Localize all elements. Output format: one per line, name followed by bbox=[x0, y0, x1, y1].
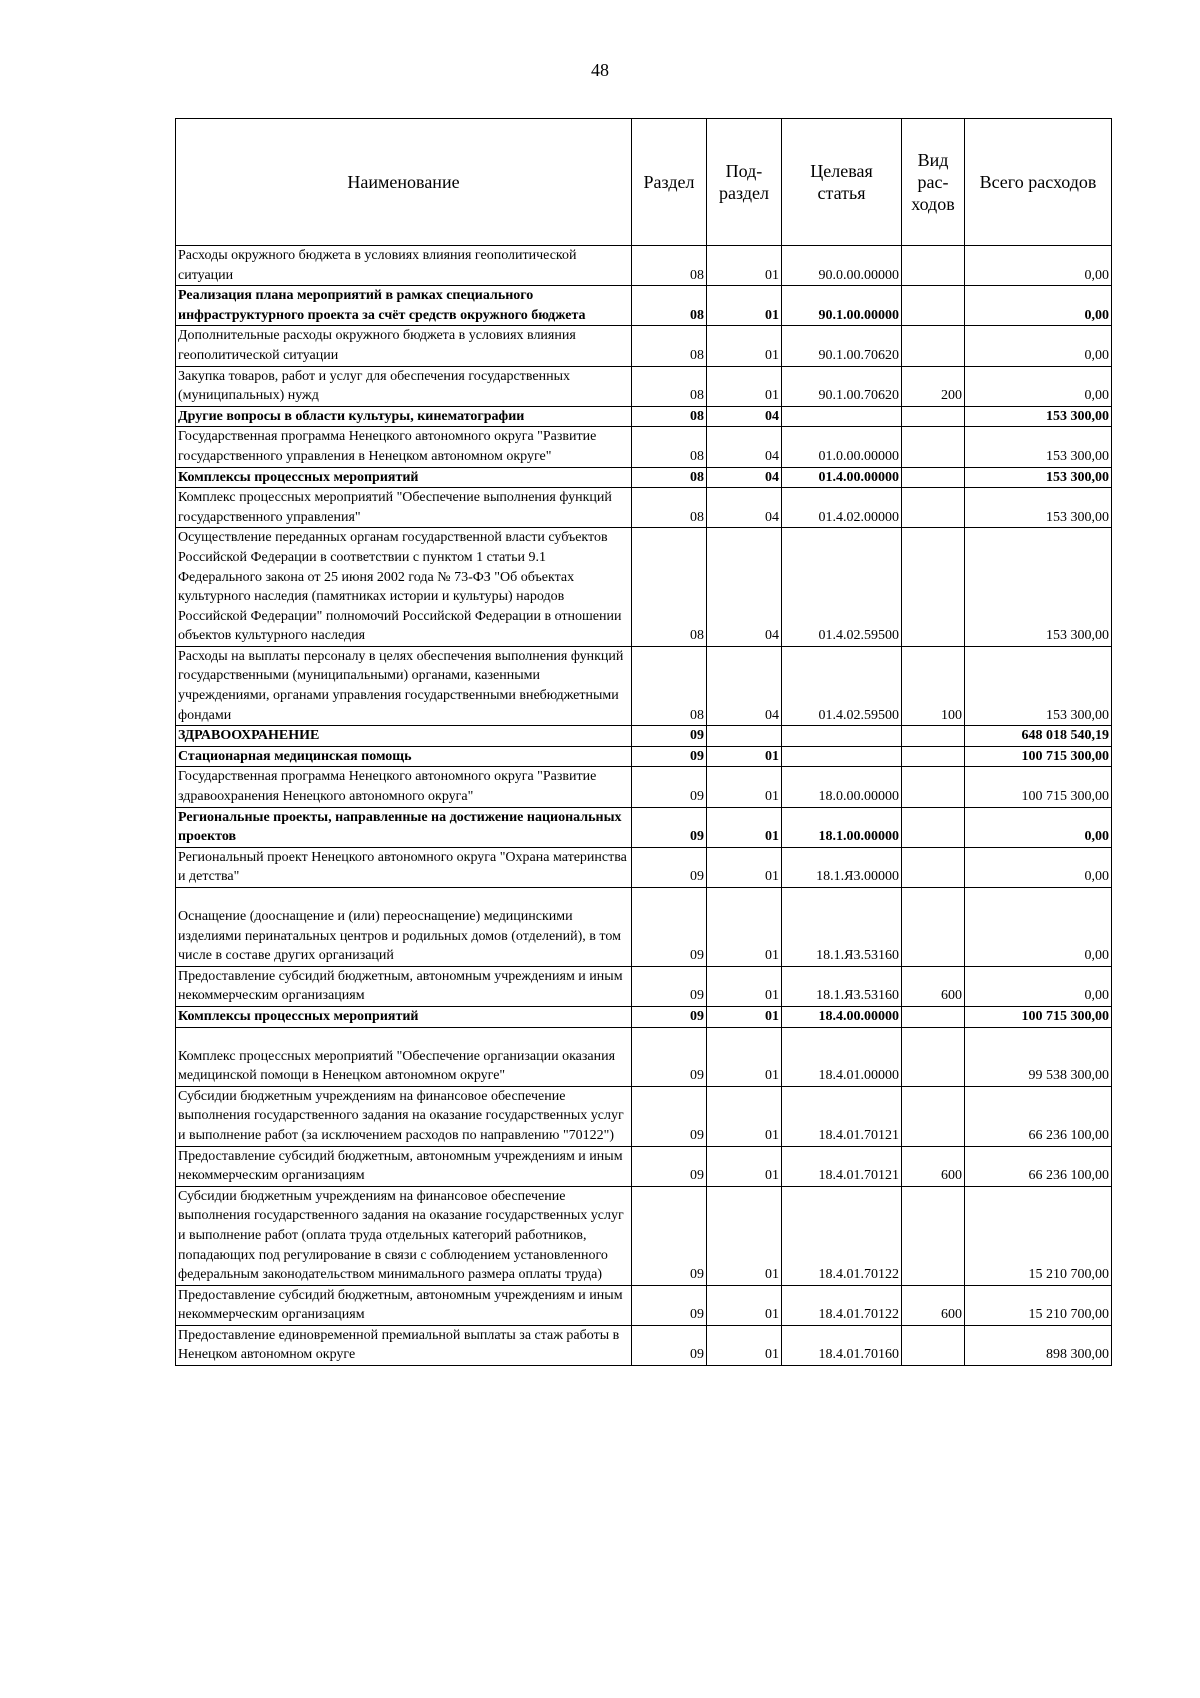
row-total: 100 715 300,00 bbox=[965, 746, 1112, 767]
row-name: Субсидии бюджетным учреждениям на финансовое обеспечение выполнения государственного задания на оказание государственных услуг и выполнение работ (оплата труда отдельных категорий работников, попадающих под регулирование в связи с соблюдением установленного федеральным законодательством минимального размера оплаты труда) bbox=[176, 1186, 632, 1285]
row-celevaya-statya: 90.0.00.00000 bbox=[782, 246, 902, 286]
row-total: 0,00 bbox=[965, 966, 1112, 1006]
row-celevaya-statya bbox=[782, 746, 902, 767]
row-celevaya-statya bbox=[782, 406, 902, 427]
row-vid-rashodov bbox=[902, 1006, 965, 1027]
row-vid-rashodov bbox=[902, 1027, 965, 1086]
row-celevaya-statya: 90.1.00.70620 bbox=[782, 366, 902, 406]
table-row bbox=[176, 888, 1112, 967]
row-total: 153 300,00 bbox=[965, 488, 1112, 528]
row-total: 66 236 100,00 bbox=[965, 1086, 1112, 1146]
header-podrazdel: Под- раздел bbox=[707, 119, 782, 246]
row-podrazdel: 01 bbox=[707, 847, 782, 887]
row-name bbox=[176, 888, 632, 967]
row-podrazdel: 01 bbox=[707, 286, 782, 326]
row-name: Расходы окружного бюджета в условиях влияния геополитической ситуации bbox=[176, 246, 632, 286]
row-razdel: 08 bbox=[632, 286, 707, 326]
row-vid-rashodov bbox=[902, 767, 965, 807]
row-total: 153 300,00 bbox=[965, 427, 1112, 467]
row-vid-rashodov bbox=[902, 847, 965, 887]
row-razdel: 08 bbox=[632, 366, 707, 406]
row-total: 898 300,00 bbox=[965, 1325, 1112, 1365]
row-razdel: 08 bbox=[632, 427, 707, 467]
row-vid-rashodov: 600 bbox=[902, 966, 965, 1006]
row-podrazdel: 01 bbox=[707, 366, 782, 406]
row-vid-rashodov: 200 bbox=[902, 366, 965, 406]
row-vid-rashodov bbox=[902, 286, 965, 326]
row-podrazdel: 04 bbox=[707, 528, 782, 647]
row-celevaya-statya: 01.4.02.59500 bbox=[782, 528, 902, 647]
header-vid-rashodov: Вид рас- ходов bbox=[902, 119, 965, 246]
table-row bbox=[176, 726, 1112, 747]
row-podrazdel: 01 bbox=[707, 1086, 782, 1146]
row-total: 0,00 bbox=[965, 807, 1112, 847]
row-total: 153 300,00 bbox=[965, 528, 1112, 647]
table-row bbox=[176, 1027, 1112, 1086]
table-row bbox=[176, 1146, 1112, 1186]
row-celevaya-statya: 18.4.01.70122 bbox=[782, 1285, 902, 1325]
row-name: Комплексы процессных мероприятий bbox=[176, 1006, 632, 1027]
header-razdel: Раздел bbox=[632, 119, 707, 246]
row-name bbox=[176, 1027, 632, 1086]
row-razdel: 09 bbox=[632, 1325, 707, 1365]
row-vid-rashodov bbox=[902, 1186, 965, 1285]
row-vid-rashodov: 600 bbox=[902, 1146, 965, 1186]
row-razdel: 09 bbox=[632, 746, 707, 767]
row-vid-rashodov bbox=[902, 807, 965, 847]
row-total: 0,00 bbox=[965, 246, 1112, 286]
row-total: 153 300,00 bbox=[965, 467, 1112, 488]
row-celevaya-statya: 90.1.00.70620 bbox=[782, 326, 902, 366]
row-razdel: 09 bbox=[632, 1186, 707, 1285]
table-row bbox=[176, 1086, 1112, 1146]
row-total: 0,00 bbox=[965, 286, 1112, 326]
row-name: Реализация плана мероприятий в рамках специального инфраструктурного проекта за счёт средств окружного бюджета bbox=[176, 286, 632, 326]
row-razdel: 09 bbox=[632, 767, 707, 807]
row-vid-rashodov bbox=[902, 467, 965, 488]
row-name: Предоставление субсидий бюджетным, автономным учреждениям и иным некоммерческим организациям bbox=[176, 1146, 632, 1186]
row-total: 100 715 300,00 bbox=[965, 767, 1112, 807]
row-podrazdel: 04 bbox=[707, 406, 782, 427]
row-total: 0,00 bbox=[965, 326, 1112, 366]
row-vid-rashodov bbox=[902, 488, 965, 528]
row-name: Предоставление субсидий бюджетным, автономным учреждениям и иным некоммерческим организациям bbox=[176, 1285, 632, 1325]
table-row bbox=[176, 286, 1112, 326]
row-celevaya-statya bbox=[782, 726, 902, 747]
row-celevaya-statya: 18.1.Я3.00000 bbox=[782, 847, 902, 887]
table-row bbox=[176, 847, 1112, 887]
row-razdel: 09 bbox=[632, 847, 707, 887]
row-total: 15 210 700,00 bbox=[965, 1186, 1112, 1285]
row-total: 66 236 100,00 bbox=[965, 1146, 1112, 1186]
table-row bbox=[176, 326, 1112, 366]
row-total: 99 538 300,00 bbox=[965, 1027, 1112, 1086]
row-celevaya-statya: 18.4.01.70122 bbox=[782, 1186, 902, 1285]
row-celevaya-statya: 01.0.00.00000 bbox=[782, 427, 902, 467]
row-vid-rashodov bbox=[902, 1325, 965, 1365]
row-vid-rashodov bbox=[902, 246, 965, 286]
row-name: Субсидии бюджетным учреждениям на финансовое обеспечение выполнения государственного задания на оказание государственных услуг и выполнение работ (за исключением расходов по направлению "70122") bbox=[176, 1086, 632, 1146]
row-total: 0,00 bbox=[965, 888, 1112, 967]
table-row bbox=[176, 1325, 1112, 1365]
row-podrazdel: 01 bbox=[707, 1325, 782, 1365]
row-name: Стационарная медицинская помощь bbox=[176, 746, 632, 767]
row-celevaya-statya: 18.4.01.70121 bbox=[782, 1086, 902, 1146]
row-podrazdel: 01 bbox=[707, 888, 782, 967]
row-podrazdel: 01 bbox=[707, 1285, 782, 1325]
row-name-text: Комплекс процессных мероприятий "Обеспечение организации оказания медицинской помощи в Ненецком автономном округе" bbox=[178, 1048, 616, 1084]
row-celevaya-statya: 18.0.00.00000 bbox=[782, 767, 902, 807]
table-row bbox=[176, 966, 1112, 1006]
row-podrazdel: 01 bbox=[707, 746, 782, 767]
row-total: 0,00 bbox=[965, 366, 1112, 406]
row-name: Комплексы процессных мероприятий bbox=[176, 467, 632, 488]
table-row bbox=[176, 767, 1112, 807]
row-razdel: 08 bbox=[632, 646, 707, 725]
row-celevaya-statya: 18.4.01.70121 bbox=[782, 1146, 902, 1186]
row-podrazdel: 01 bbox=[707, 1006, 782, 1027]
row-vid-rashodov: 600 bbox=[902, 1285, 965, 1325]
row-total: 153 300,00 bbox=[965, 646, 1112, 725]
row-celevaya-statya: 18.4.00.00000 bbox=[782, 1006, 902, 1027]
row-razdel: 08 bbox=[632, 326, 707, 366]
row-podrazdel: 01 bbox=[707, 767, 782, 807]
row-name: Дополнительные расходы окружного бюджета в условиях влияния геополитической ситуации bbox=[176, 326, 632, 366]
row-vid-rashodov bbox=[902, 726, 965, 747]
row-name: Закупка товаров, работ и услуг для обеспечения государственных (муниципальных) нужд bbox=[176, 366, 632, 406]
row-total: 15 210 700,00 bbox=[965, 1285, 1112, 1325]
row-name: Региональный проект Ненецкого автономного округа "Охрана материнства и детства" bbox=[176, 847, 632, 887]
table-row bbox=[176, 366, 1112, 406]
row-name: Предоставление единовременной премиальной выплаты за стаж работы в Ненецком автономном округе bbox=[176, 1325, 632, 1365]
row-vid-rashodov bbox=[902, 746, 965, 767]
table-row bbox=[176, 528, 1112, 647]
row-name: Другие вопросы в области культуры, кинематографии bbox=[176, 406, 632, 427]
row-celevaya-statya: 18.1.00.00000 bbox=[782, 807, 902, 847]
row-razdel: 08 bbox=[632, 246, 707, 286]
row-celevaya-statya: 90.1.00.00000 bbox=[782, 286, 902, 326]
row-razdel: 08 bbox=[632, 528, 707, 647]
row-name: Государственная программа Ненецкого автономного округа "Развитие здравоохранения Ненецкого автономного округа" bbox=[176, 767, 632, 807]
row-podrazdel: 01 bbox=[707, 1027, 782, 1086]
row-name: Государственная программа Ненецкого автономного округа "Развитие государственного управления в Ненецком автономном округе" bbox=[176, 427, 632, 467]
row-podrazdel: 04 bbox=[707, 467, 782, 488]
table-row bbox=[176, 807, 1112, 847]
row-podrazdel: 04 bbox=[707, 646, 782, 725]
row-podrazdel: 01 bbox=[707, 246, 782, 286]
row-razdel: 08 bbox=[632, 406, 707, 427]
row-name: Региональные проекты, направленные на достижение национальных проектов bbox=[176, 807, 632, 847]
row-name: Комплекс процессных мероприятий "Обеспечение выполнения функций государственного управления" bbox=[176, 488, 632, 528]
row-celevaya-statya: 01.4.00.00000 bbox=[782, 467, 902, 488]
row-razdel: 09 bbox=[632, 807, 707, 847]
row-razdel: 09 bbox=[632, 888, 707, 967]
row-podrazdel: 04 bbox=[707, 427, 782, 467]
table-row bbox=[176, 1285, 1112, 1325]
row-name: Предоставление субсидий бюджетным, автономным учреждениям и иным некоммерческим организациям bbox=[176, 966, 632, 1006]
row-vid-rashodov bbox=[902, 406, 965, 427]
row-vid-rashodov bbox=[902, 427, 965, 467]
row-name-text: Оснащение (дооснащение и (или) переоснащение) медицинскими изделиями перинатальных центров и родильных домов (отделений), в том числе в составе других организаций bbox=[178, 909, 621, 964]
row-celevaya-statya: 01.4.02.59500 bbox=[782, 646, 902, 725]
row-name: Расходы на выплаты персоналу в целях обеспечения выполнения функций государственными (муниципальными) органами, казенными учреждениями, органами управления государственными внебюджетными фондами bbox=[176, 646, 632, 725]
header-name: Наименование bbox=[176, 119, 632, 246]
row-razdel: 09 bbox=[632, 726, 707, 747]
row-total: 100 715 300,00 bbox=[965, 1006, 1112, 1027]
table-row bbox=[176, 1186, 1112, 1285]
row-razdel: 09 bbox=[632, 1027, 707, 1086]
row-vid-rashodov bbox=[902, 326, 965, 366]
row-celevaya-statya: 18.1.Я3.53160 bbox=[782, 888, 902, 967]
table-row bbox=[176, 646, 1112, 725]
row-razdel: 09 bbox=[632, 966, 707, 1006]
table-header-row bbox=[176, 119, 1112, 246]
row-name: ЗДРАВООХРАНЕНИЕ bbox=[176, 726, 632, 747]
table-row bbox=[176, 746, 1112, 767]
row-razdel: 09 bbox=[632, 1285, 707, 1325]
row-podrazdel: 01 bbox=[707, 966, 782, 1006]
table-row bbox=[176, 427, 1112, 467]
row-razdel: 09 bbox=[632, 1146, 707, 1186]
row-name: Осуществление переданных органам государственной власти субъектов Российской Федерации в соответствии с пунктом 1 статьи 9.1 Федерального закона от 25 июня 2002 года № 73-ФЗ "Об объектах культурного наследия (памятниках истории и культуры) народов Российской Федерации" полномочий Российской Федерации в отношении объектов культурного наследия bbox=[176, 528, 632, 647]
row-razdel: 08 bbox=[632, 488, 707, 528]
row-podrazdel bbox=[707, 726, 782, 747]
table-row bbox=[176, 246, 1112, 286]
row-total: 0,00 bbox=[965, 847, 1112, 887]
row-podrazdel: 01 bbox=[707, 807, 782, 847]
row-vid-rashodov bbox=[902, 528, 965, 647]
row-vid-rashodov bbox=[902, 1086, 965, 1146]
row-razdel: 08 bbox=[632, 467, 707, 488]
table-row bbox=[176, 488, 1112, 528]
row-vid-rashodov bbox=[902, 888, 965, 967]
row-podrazdel: 01 bbox=[707, 326, 782, 366]
table-row bbox=[176, 467, 1112, 488]
header-celevaya-statya: Целевая статья bbox=[782, 119, 902, 246]
row-celevaya-statya: 01.4.02.00000 bbox=[782, 488, 902, 528]
row-podrazdel: 04 bbox=[707, 488, 782, 528]
page-number: 48 bbox=[591, 60, 609, 80]
row-vid-rashodov: 100 bbox=[902, 646, 965, 725]
row-podrazdel: 01 bbox=[707, 1146, 782, 1186]
row-total: 153 300,00 bbox=[965, 406, 1112, 427]
row-razdel: 09 bbox=[632, 1086, 707, 1146]
expenditure-table bbox=[175, 118, 1112, 1366]
table-row bbox=[176, 1006, 1112, 1027]
row-celevaya-statya: 18.4.01.70160 bbox=[782, 1325, 902, 1365]
row-podrazdel: 01 bbox=[707, 1186, 782, 1285]
row-celevaya-statya: 18.1.Я3.53160 bbox=[782, 966, 902, 1006]
row-total: 648 018 540,19 bbox=[965, 726, 1112, 747]
header-total: Всего расходов bbox=[965, 119, 1112, 246]
row-razdel: 09 bbox=[632, 1006, 707, 1027]
row-celevaya-statya: 18.4.01.00000 bbox=[782, 1027, 902, 1086]
table-row bbox=[176, 406, 1112, 427]
